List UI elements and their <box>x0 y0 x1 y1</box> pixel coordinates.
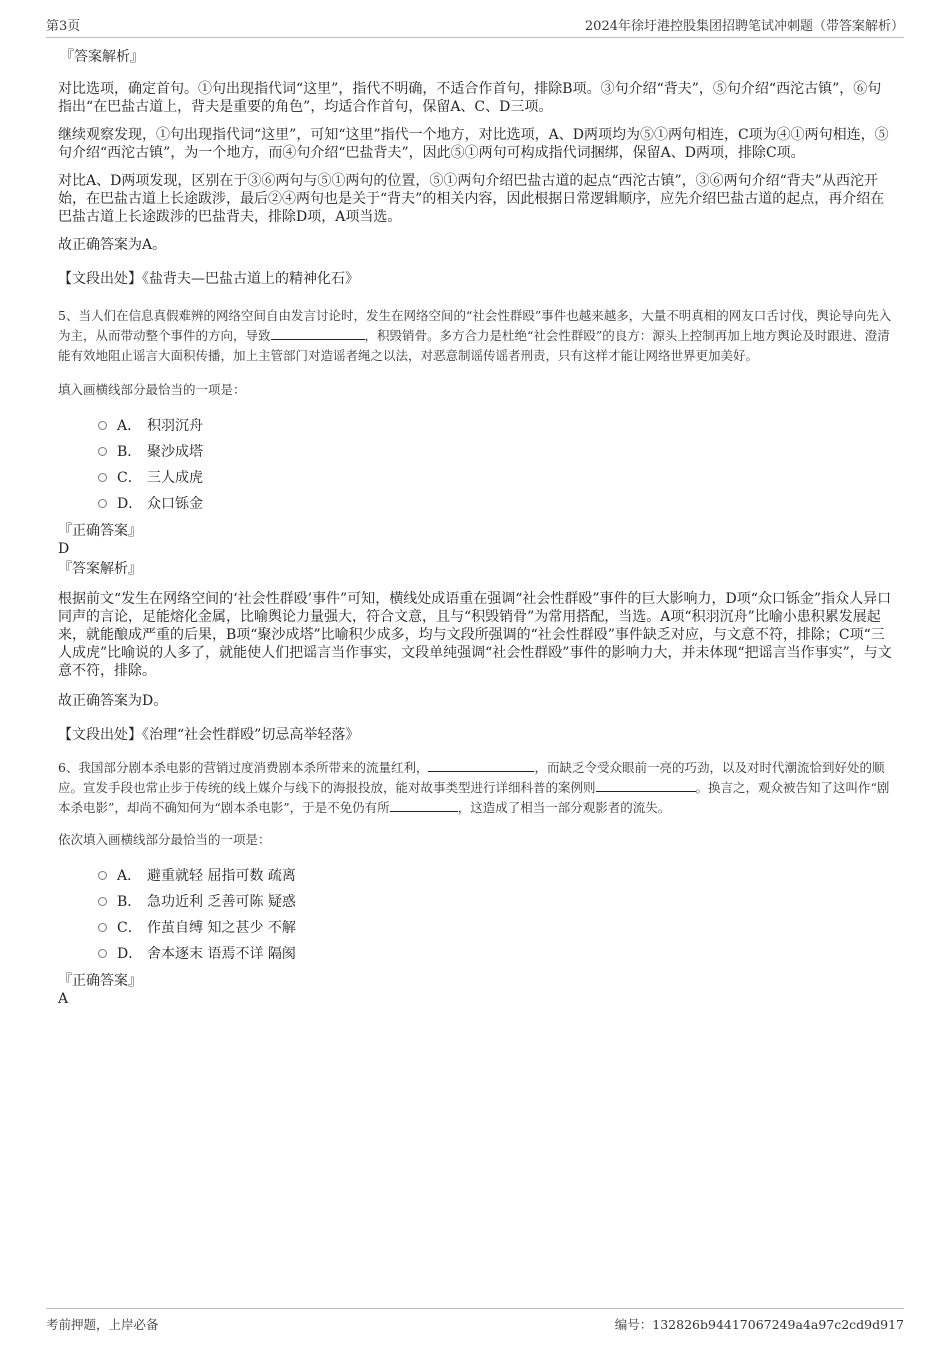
correct-answer-label: 『正确答案』 <box>58 523 142 539</box>
analysis-paragraph: 对比选项，确定首句。①句出现指代词“这里”，指代不明确，不适合作首句，排除B项。③句介绍“背夫”，⑤句介绍“西沱古镇”，⑥句指出“在巴盐古道上，背夫是重要的角色”，均适合作首句，保留A、C、D三项。 <box>58 81 882 115</box>
page-number: 第3页 <box>46 18 81 34</box>
analysis-paragraph: 根据前文“发生在网络空间的‘社会性群殴’事件”可知，横线处成语重在强调“社会性群殴”事件的巨大影响力，D项“众口铄金”指众人异口同声的言论，足能熔化金属，比喻舆论力量强大，符合文意，且与“积毁销骨”为常用搭配，当选。A项“积羽沉舟”比喻小患积累发展起来，就能酿成严重的后果，B项“聚沙成塔”比喻积少成多，均与文段所强调的“社会性群殴”事件缺乏对应，与文意不符，排除；C项“三人成虎”比喻说的人多了，就能使人们把谣言当作事实，文段单纯强调“社会性群殴”事件的影响力大，并未体现“把谣言当作事实”，与文意不符，排除。 <box>58 591 892 679</box>
document-title: 2024年徐圩港控股集团招聘笔试冲刺题（带答案解析） <box>584 18 904 34</box>
radio-icon[interactable] <box>98 897 107 906</box>
option-b[interactable]: B． 聚沙成塔 <box>98 438 894 464</box>
document-id: 编号：132826b94417067249a4a97c2cd9d917 <box>614 1317 904 1332</box>
conclusion: 故正确答案为A。 <box>58 237 167 253</box>
question-prompt: 依次填入画横线部分最恰当的一项是： <box>58 832 271 847</box>
radio-icon[interactable] <box>98 499 107 508</box>
answer-blank <box>596 779 696 792</box>
answer-blank <box>271 327 365 340</box>
radio-icon[interactable] <box>98 923 107 932</box>
option-a[interactable]: A． 避重就轻 屈指可数 疏离 <box>98 862 894 888</box>
footer-slogan: 考前押题，上岸必备 <box>46 1317 159 1332</box>
analysis-label: 『答案解析』 <box>58 561 142 577</box>
correct-answer: D <box>58 541 70 557</box>
page-content <box>58 48 894 1008</box>
radio-icon[interactable] <box>98 473 107 482</box>
question-5-text: 5、当人们在信息真假难辨的网络空间自由发言讨论时，发生在网络空间的“社会性群殴”事件也越来越多，大量不明真相的网友口舌讨伐，舆论导向先入为主，从而带动整个事件的方向，导致 ，积毁销骨。多方合力是杜绝“社会性群殴”的良方：源头上控制再加上地方舆论及时跟进、澄清能有效地阻止谣言大面积传播，加上主管部门对造谣者绳之以法，对恶意制谣传谣者刑责，只有这样才能让网络世界更加美好。 <box>58 308 892 363</box>
analysis-label: 『答案解析』 <box>60 49 144 65</box>
page-header <box>46 14 904 38</box>
correct-answer-label: 『正确答案』 <box>58 973 142 989</box>
question-prompt: 填入画横线部分最恰当的一项是： <box>58 382 246 397</box>
source-citation: 【文段出处】《盐背夫—巴盐古道上的精神化石》 <box>58 271 359 287</box>
option-d[interactable]: D． 众口铄金 <box>98 490 894 516</box>
question-6-options <box>98 862 894 966</box>
analysis-paragraph: 继续观察发现，①句出现指代词“这里”，可知“这里”指代一个地方，对比选项，A、D两项均为⑤①两句相连，C项为④①两句相连，⑤句介绍“西沱古镇”，为一个地方，而④句介绍“巴盐背夫”，因此⑤①两句可构成指代词捆绑，保留A、D两项，排除C项。 <box>58 127 889 161</box>
option-a[interactable]: A． 积羽沉舟 <box>98 412 894 438</box>
correct-answer: A <box>58 991 69 1007</box>
option-d[interactable]: D． 舍本逐末 语焉不详 隔阂 <box>98 940 894 966</box>
option-c[interactable]: C． 三人成虎 <box>98 464 894 490</box>
radio-icon[interactable] <box>98 949 107 958</box>
radio-icon[interactable] <box>98 447 107 456</box>
radio-icon[interactable] <box>98 421 107 430</box>
answer-blank <box>428 759 534 772</box>
conclusion: 故正确答案为D。 <box>58 693 168 709</box>
source-citation: 【文段出处】《治理“社会性群殴”切忌高举轻落》 <box>58 727 360 743</box>
option-c[interactable]: C． 作茧自缚 知之甚少 不解 <box>98 914 894 940</box>
radio-icon[interactable] <box>98 871 107 880</box>
option-b[interactable]: B． 急功近利 乏善可陈 疑惑 <box>98 888 894 914</box>
question-5-options <box>98 412 894 516</box>
answer-blank <box>390 799 458 812</box>
analysis-paragraph: 对比A、D两项发现，区别在于③⑥两句与⑤①两句的位置，⑤①两句介绍巴盐古道的起点“西沱古镇”，③⑥两句介绍“背夫”从西沱开始，在巴盐古道上长途跋涉，最后②④两句也是关于“背夫”的相关内容，因此根据日常逻辑顺序，应先介绍巴盐古道的起点，再介绍在巴盐古道上长途跋涉的巴盐背夫，排除D项，A项当选。 <box>58 173 885 225</box>
page-footer <box>46 1308 904 1335</box>
question-6-text: 6、我国部分剧本杀电影的营销过度消费剧本杀所带来的流量红利， ，而缺乏令受众眼前一亮的巧劲，以及对时代潮流恰到好处的顺应。宣发手段也常止步于传统的线上媒介与线下的海报投放，能对故事类型进行详细科普的案例则 。换言之，观众被告知了这叫作“剧本杀电影”，却尚不确知何为“剧本杀电影”，于是不免仍有所 ，这造成了相当一部分观影者的流失。 <box>58 760 890 815</box>
